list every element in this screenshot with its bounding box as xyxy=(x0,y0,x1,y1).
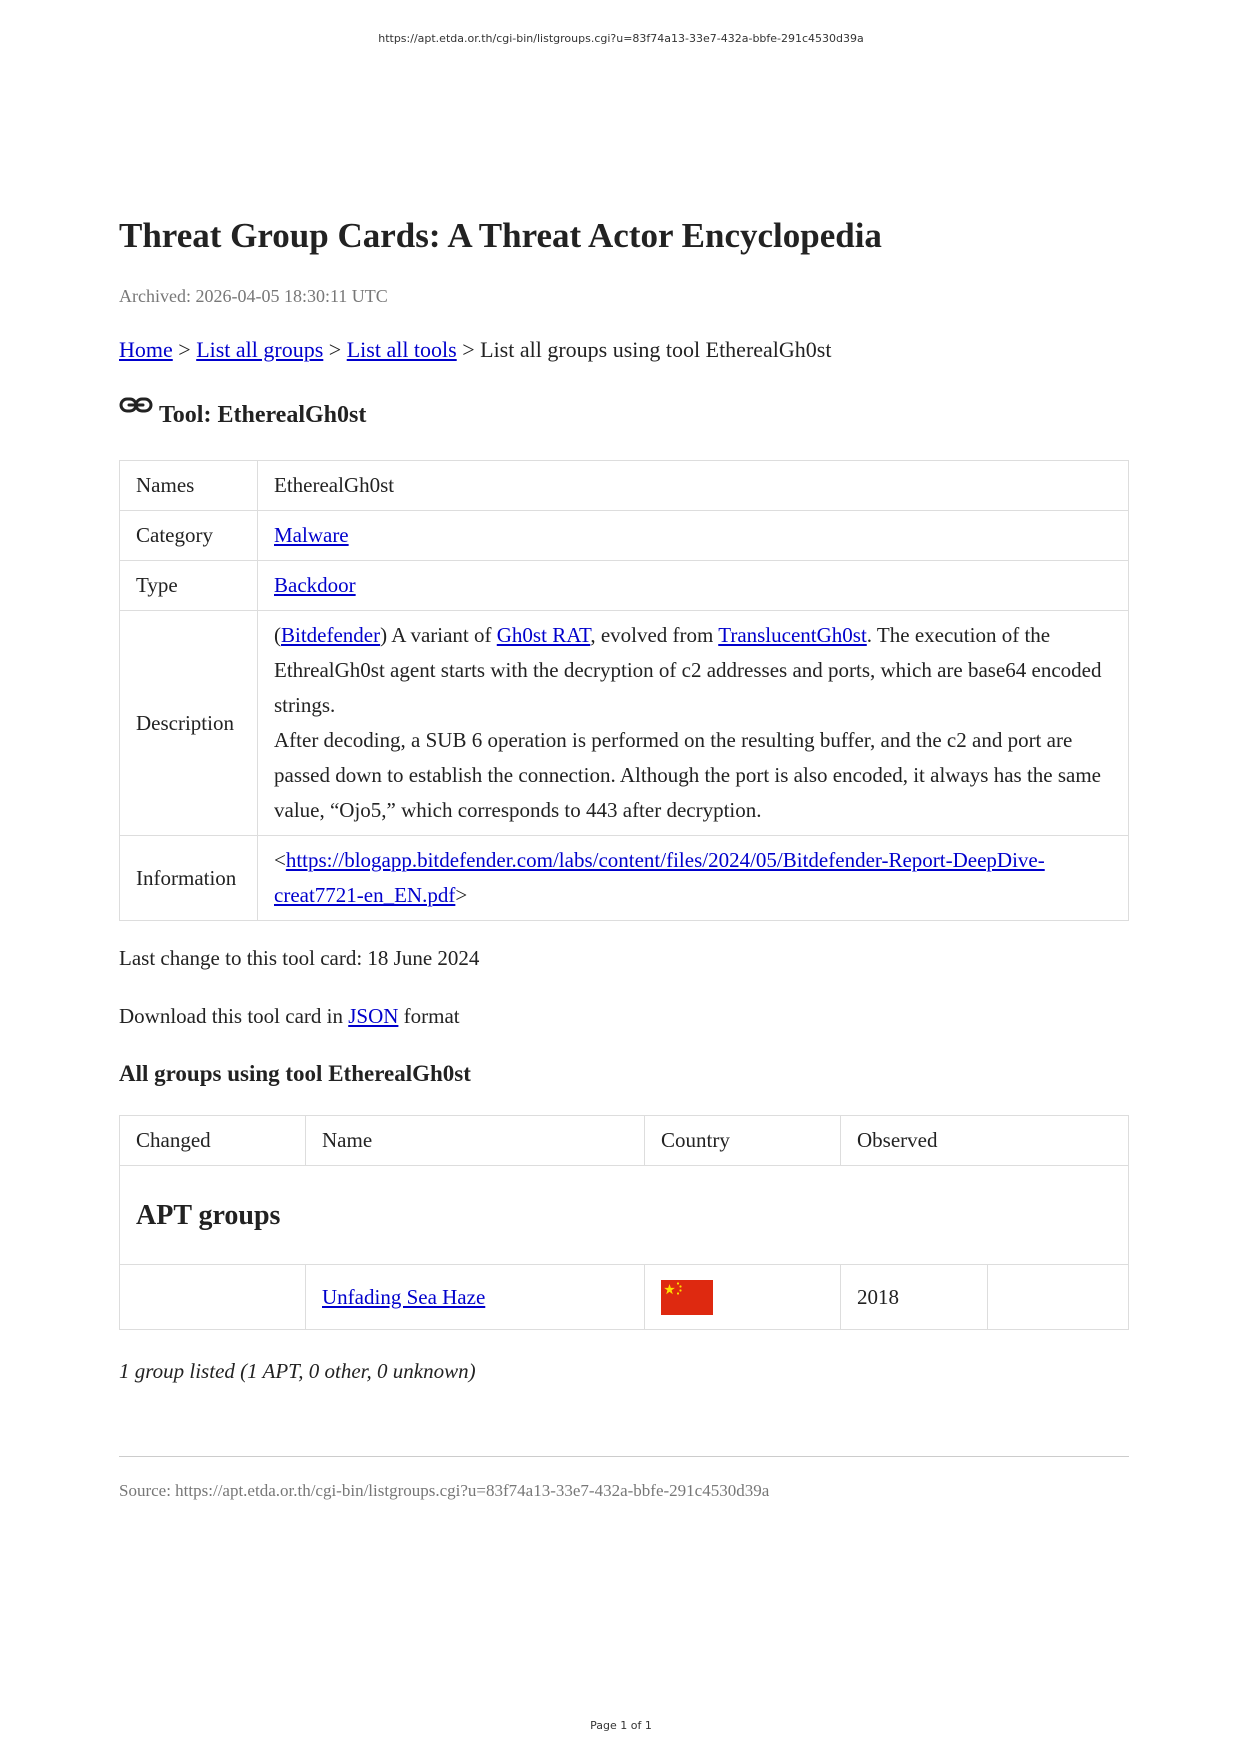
table-row xyxy=(120,836,1129,921)
description-cell xyxy=(258,611,1129,836)
changed-cell xyxy=(120,1265,306,1330)
groups-heading: All groups using tool EtherealGh0st xyxy=(119,1061,471,1086)
information-close: > xyxy=(455,883,468,907)
description-text: . The execution of the EthrealGh0st agent starts with the decryption of c2 addresses and ports, which are base64 encoded strings. xyxy=(274,623,1102,717)
breadcrumb-separator: > xyxy=(323,337,347,362)
breadcrumb-tools-link[interactable]: List all tools xyxy=(346,337,457,362)
tool-heading xyxy=(119,400,1129,430)
json-download-link[interactable]: JSON xyxy=(348,1004,399,1028)
source-url: Source: https://apt.etda.or.th/cgi-bin/listgroups.cgi?u=83f74a13-33e7-432a-bbfe-291c4530d39a xyxy=(119,1481,770,1500)
bitdefender-link[interactable]: Bitdefender xyxy=(281,623,381,647)
archived-timestamp: Archived: 2026-04-05 18:30:11 UTC xyxy=(119,286,388,306)
table-section-row xyxy=(120,1166,1129,1265)
type-cell xyxy=(258,561,1129,611)
country-cell xyxy=(645,1265,841,1330)
table-row xyxy=(120,561,1129,611)
breadcrumb-current: > List all groups using tool EtherealGh0st xyxy=(456,337,832,362)
tool-heading-text: Tool: EtherealGh0st xyxy=(159,402,367,428)
download-prefix: Download this tool card in xyxy=(119,1004,349,1028)
page-number: Page 1 of 1 xyxy=(590,1719,652,1732)
divider xyxy=(119,1456,1129,1457)
header-observed: Observed xyxy=(841,1116,1129,1166)
empty-cell xyxy=(988,1265,1129,1330)
type-label: Type xyxy=(120,561,258,611)
last-change-text: Last change to this tool card: 18 June 2024 xyxy=(119,946,480,970)
breadcrumb-home-link[interactable]: Home xyxy=(119,337,173,362)
breadcrumb xyxy=(119,336,1129,364)
china-flag-icon xyxy=(661,1280,713,1315)
breadcrumb-groups-link[interactable]: List all groups xyxy=(196,337,324,362)
gh0st-rat-link[interactable]: Gh0st RAT xyxy=(496,623,591,647)
header-changed: Changed xyxy=(120,1116,306,1166)
download-line xyxy=(119,1001,1129,1031)
description-paragraph-2: After decoding, a SUB 6 operation is performed on the resulting buffer, and the c2 and port are passed down to establish the connection. Although the port is also encoded, it always has the same value, “Ojo5,” which corresponds to 443 after decryption. xyxy=(274,728,1101,822)
category-link[interactable]: Malware xyxy=(274,523,349,547)
header-country: Country xyxy=(645,1116,841,1166)
name-cell xyxy=(306,1265,645,1330)
table-row xyxy=(120,461,1129,511)
apt-groups-section: APT groups xyxy=(120,1166,1129,1265)
breadcrumb-separator: > xyxy=(172,337,197,362)
information-label: Information xyxy=(120,836,258,921)
table-row xyxy=(120,1265,1129,1330)
category-label: Category xyxy=(120,511,258,561)
description-label: Description xyxy=(120,611,258,836)
main-content xyxy=(119,212,1129,1503)
group-link[interactable]: Unfading Sea Haze xyxy=(322,1284,486,1309)
description-text: ( xyxy=(274,623,281,647)
information-open: < xyxy=(274,848,286,872)
names-label: Names xyxy=(120,461,258,511)
table-header-row xyxy=(120,1116,1129,1166)
information-cell xyxy=(258,836,1129,921)
description-paragraph-1 xyxy=(274,618,1112,723)
information-link[interactable]: https://blogapp.bitdefender.com/labs/content/files/2024/05/Bitdefender-Report-DeepDive-creat7721-en_EN.pdf xyxy=(274,848,1045,907)
table-row xyxy=(120,511,1129,561)
names-value: EtherealGh0st xyxy=(258,461,1129,511)
category-cell xyxy=(258,511,1129,561)
page-title: Threat Group Cards: A Threat Actor Encyclopedia xyxy=(119,216,882,255)
description-text: , evolved from xyxy=(590,623,719,647)
link-icon[interactable] xyxy=(119,394,153,416)
observed-cell: 2018 xyxy=(841,1265,988,1330)
groups-table xyxy=(119,1115,1129,1330)
download-suffix: format xyxy=(398,1004,460,1028)
table-row xyxy=(120,611,1129,836)
type-link[interactable]: Backdoor xyxy=(274,573,356,597)
groups-summary: 1 group listed (1 APT, 0 other, 0 unknown) xyxy=(119,1359,476,1383)
header-name: Name xyxy=(306,1116,645,1166)
translucentgh0st-link[interactable]: TranslucentGh0st xyxy=(718,623,867,647)
description-text: ) A variant of xyxy=(380,623,497,647)
page-header-url: https://apt.etda.or.th/cgi-bin/listgroups.cgi?u=83f74a13-33e7-432a-bbfe-291c4530d39a xyxy=(378,32,864,45)
tool-info-table xyxy=(119,460,1129,921)
